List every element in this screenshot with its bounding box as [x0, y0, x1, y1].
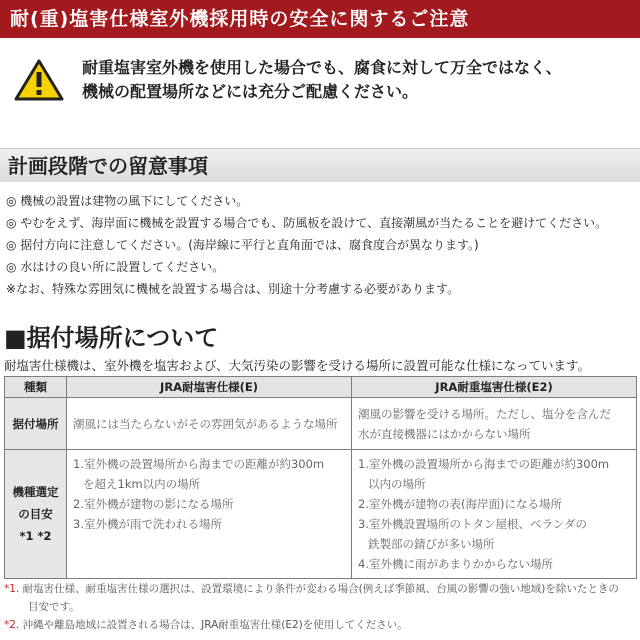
planning-section-title: 計画段階での留意事項	[0, 148, 640, 182]
row-head-line: *1 *2	[19, 529, 52, 543]
location-section-title: ■据付場所について	[4, 324, 219, 352]
header-type: 種類	[5, 377, 67, 398]
row-head-line: の目安	[18, 507, 53, 521]
cell-e-location	[67, 398, 352, 450]
criteria-item: 4.室外機に雨があまりかからない場所	[358, 557, 553, 571]
cell-text: 潮風には当たらないがその雰囲気があるような場所	[73, 416, 338, 431]
header-e2: JRA耐重塩害仕様(E2)	[352, 377, 637, 398]
warning-triangle-icon	[14, 58, 64, 102]
cell-e2-location	[352, 398, 637, 450]
footnote-1	[4, 580, 636, 598]
planning-note: ※なお、特殊な雰囲気に機械を設置する場合は、別途十分考慮する必要があります。	[6, 282, 460, 296]
planning-item: ◎ 機械の設置は建物の風下にしてください。	[6, 194, 249, 208]
criteria-item: 3.室外機が雨で洗われる場所	[73, 517, 222, 531]
criteria-item: 3.室外機設置場所のトタン屋根、ベランダの	[358, 517, 588, 531]
footnote-mark: *1.	[4, 583, 20, 595]
row-head-location: 据付場所	[5, 398, 67, 450]
planning-item: ◎ 水はけの良い所に設置してください。	[6, 260, 225, 274]
cell-text: 水が直接機器にはかからない場所	[358, 426, 531, 441]
criteria-item: 以内の場所	[368, 477, 426, 491]
criteria-item: 2.室外機が建物の影になる場所	[73, 497, 234, 511]
criteria-item: 1.室外機の設置場所から海までの距離が約300m	[73, 457, 325, 471]
planning-item: ◎ やむをえず、海岸面に機械を設置する場合でも、防風板を設けて、直接潮風が当たることを避けてください。	[6, 216, 608, 230]
table-header-row	[5, 377, 637, 398]
row-head-line: 機種選定	[12, 485, 59, 499]
criteria-item: を超え1km以内の場所	[83, 477, 201, 491]
criteria-item: 2.室外機が建物の表(海岸面)になる場所	[358, 497, 562, 511]
warning-message	[82, 56, 632, 104]
spec-table	[4, 376, 637, 579]
footnote-2	[4, 616, 636, 634]
location-intro: 耐塩害仕様機は、室外機を塩害および、大気汚染の影響を受ける場所に設置可能な仕様になっています。	[4, 358, 591, 373]
footnote-text: 沖縄や離島地域に設置される場合は、JRA耐重塩害仕様(E2)を使用してください。	[22, 619, 408, 631]
table-row	[5, 398, 637, 450]
footnotes	[4, 580, 636, 634]
planning-item: ◎ 据付方向に注意してください。(海岸線に平行と直角面では、腐食度合が異なります。)	[6, 238, 479, 252]
criteria-item: 鉄製部の錆びが多い場所	[368, 537, 495, 551]
header-e: JRA耐塩害仕様(E)	[67, 377, 352, 398]
cell-e2-selection	[352, 450, 637, 579]
page-header: 耐(重)塩害仕様室外機採用時の安全に関するご注意	[0, 0, 640, 38]
table-row	[5, 450, 637, 579]
footnote-1-cont: 目安です。	[28, 601, 80, 613]
warning-line-2: 機械の配置場所などには充分ご配慮ください。	[82, 82, 419, 101]
cell-text: 潮風の影響を受ける場所。ただし、塩分を含んだ	[358, 406, 611, 421]
row-head-selection	[5, 450, 67, 579]
footnote-text: 耐塩害仕様、耐重塩害仕様の選択は、設置環境により条件が変わる場合(例えば季節風、台風の影響の強い地域)を除いたときの	[22, 583, 619, 595]
footnote-mark: *2.	[4, 619, 20, 631]
cell-e-selection	[67, 450, 352, 579]
planning-notes	[6, 190, 638, 300]
warning-line-1: 耐重塩害室外機を使用した場合でも、腐食に対して万全ではなく、	[82, 58, 562, 77]
criteria-item: 1.室外機の設置場所から海までの距離が約300m	[358, 457, 610, 471]
